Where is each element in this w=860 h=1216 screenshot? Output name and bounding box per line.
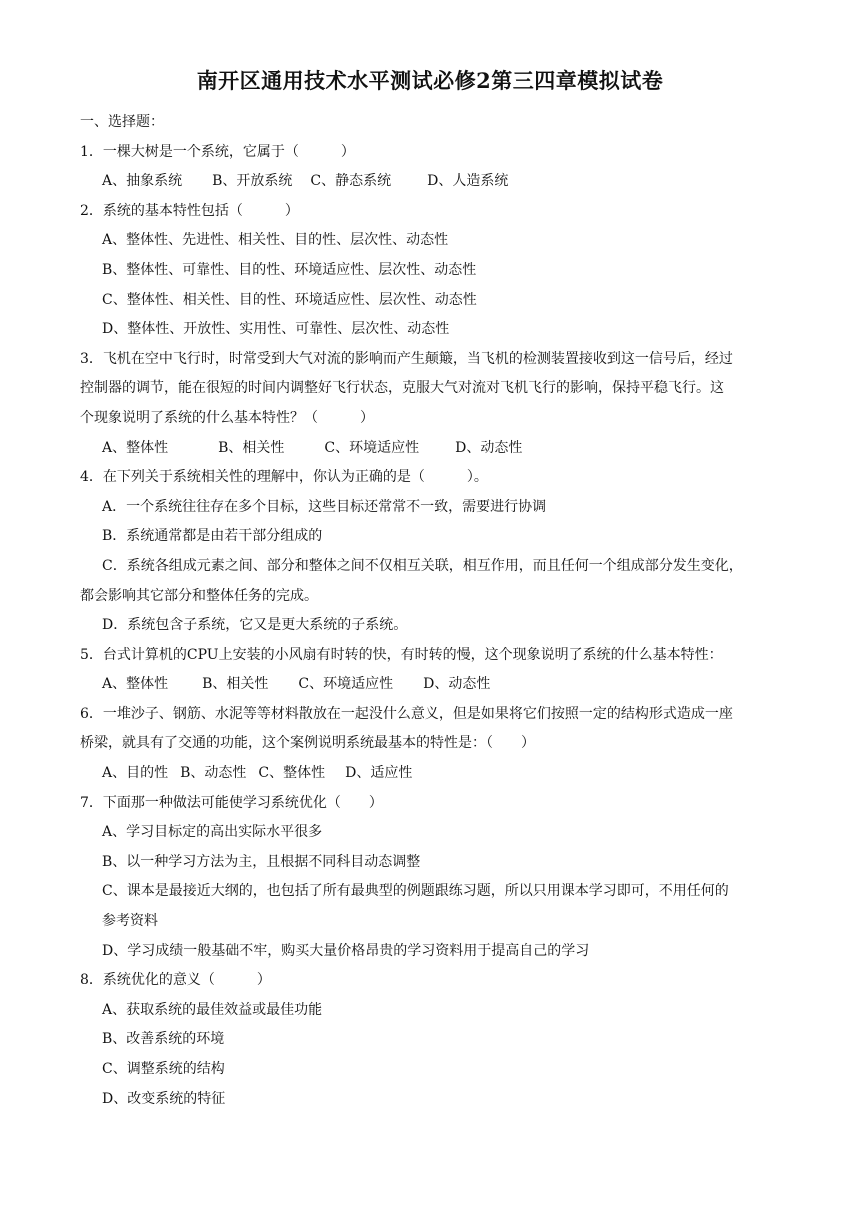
q5-option-b: B、相关性 (202, 676, 269, 693)
q4-option-c: C．系统各组成元素之间、部分和整体之间不仅相互关联，相互作用，而且任何一个组成部分发生变化， (102, 557, 743, 574)
q8-option-a: A、获取系统的最佳效益或最佳功能 (102, 1001, 323, 1018)
q8-option-d: D、改变系统的特征 (102, 1090, 226, 1107)
question-2-stem: 2．系统的基本特性包括（ ） (80, 202, 299, 219)
q6-option-c: C、整体性 (258, 765, 326, 782)
question-3-stem-line-3: 个现象说明了系统的什么基本特性？（ ） (80, 409, 374, 426)
question-5-stem: 5．台式计算机的CPU上安装的小风扇有时转的快，有时转的慢，这个现象说明了系统的什么基本特性： (80, 646, 723, 663)
q7-option-b: B、以一种学习方法为主，且根据不同科目动态调整 (102, 853, 421, 870)
q8-option-b: B、改善系统的环境 (102, 1031, 225, 1048)
question-4-stem: 4．在下列关于系统相关性的理解中，你认为正确的是（ ）。 (80, 469, 488, 486)
question-6-stem-line-1: 6．一堆沙子、钢筋、水泥等等材料散放在一起没什么意义，但是如果将它们按照一定的结构形式造成一座 (80, 705, 733, 722)
q1-option-a: A、抽象系统 (102, 173, 183, 190)
q6-option-d: D、适应性 (345, 765, 413, 782)
question-1-options (80, 167, 780, 197)
question-1-stem: 1．一棵大树是一个系统，它属于（ ） (80, 143, 355, 160)
q7-option-a: A、学习目标定的高出实际水平很多 (102, 824, 323, 841)
question-body (80, 108, 780, 1114)
q6-option-b: B、动态性 (180, 765, 247, 782)
q7-option-d: D、学习成绩一般基础不牢，购买大量价格昂贵的学习资料用于提高自己的学习 (102, 942, 590, 959)
q2-option-b: B、整体性、可靠性、目的性、环境适应性、层次性、动态性 (102, 261, 477, 278)
q4-option-c-continued: 都会影响其它部分和整体任务的完成。 (80, 587, 318, 604)
page-title: 南开区通用技术水平测试必修2第三四章模拟试卷 (196, 68, 664, 93)
q5-option-d: D、动态性 (423, 676, 491, 693)
q4-option-d: D．系统包含子系统，它又是更大系统的子系统。 (102, 617, 408, 634)
question-3-stem-line-1: 3．飞机在空中飞行时，时常受到大气对流的影响而产生颠簸，当飞机的检测装置接收到这一信号后，经过 (80, 350, 733, 367)
q5-option-a: A、整体性 (102, 676, 169, 693)
section-heading: 一、选择题： (80, 114, 164, 130)
q7-option-c: C、课本是最接近大纲的，也包括了所有最典型的例题跟练习题，所以只用课本学习即可，不用任何的 (102, 883, 729, 900)
q1-option-d: D、人造系统 (427, 173, 509, 190)
question-3-options (80, 434, 780, 464)
q4-option-b: B．系统通常都是由若干部分组成的 (102, 528, 323, 545)
question-7-stem: 7．下面那一种做法可能使学习系统优化（ ） (80, 794, 383, 811)
question-5-options (80, 670, 780, 700)
q3-option-d: D、动态性 (455, 439, 523, 456)
q2-option-c: C、整体性、相关性、目的性、环境适应性、层次性、动态性 (102, 291, 477, 308)
q2-option-d: D、整体性、开放性、实用性、可靠性、层次性、动态性 (102, 321, 450, 338)
q2-option-a: A、整体性、先进性、相关性、目的性、层次性、动态性 (102, 232, 449, 249)
q4-option-a: A．一个系统往往存在多个目标，这些目标还常常不一致，需要进行协调 (102, 498, 547, 515)
q5-option-c: C、环境适应性 (298, 676, 394, 693)
q1-option-c: C、静态系统 (310, 173, 392, 190)
q3-option-c: C、环境适应性 (324, 439, 420, 456)
q3-option-a: A、整体性 (102, 439, 169, 456)
question-8-stem: 8．系统优化的意义（ ） (80, 972, 271, 989)
question-6-options (80, 759, 780, 789)
q6-option-a: A、目的性 (102, 765, 169, 782)
question-6-stem-line-2: 桥梁，就具有了交通的功能，这个案例说明系统最基本的特性是：（ ） (80, 735, 535, 752)
q1-option-b: B、开放系统 (212, 173, 293, 190)
q7-option-c-continued: 参考资料 (102, 913, 158, 930)
q3-option-b: B、相关性 (218, 439, 285, 456)
question-3-stem-line-2: 控制器的调节，能在很短的时间内调整好飞行状态，克服大气对流对飞机飞行的影响，保持平稳飞行。这 (80, 380, 724, 397)
q8-option-c: C、调整系统的结构 (102, 1061, 225, 1077)
